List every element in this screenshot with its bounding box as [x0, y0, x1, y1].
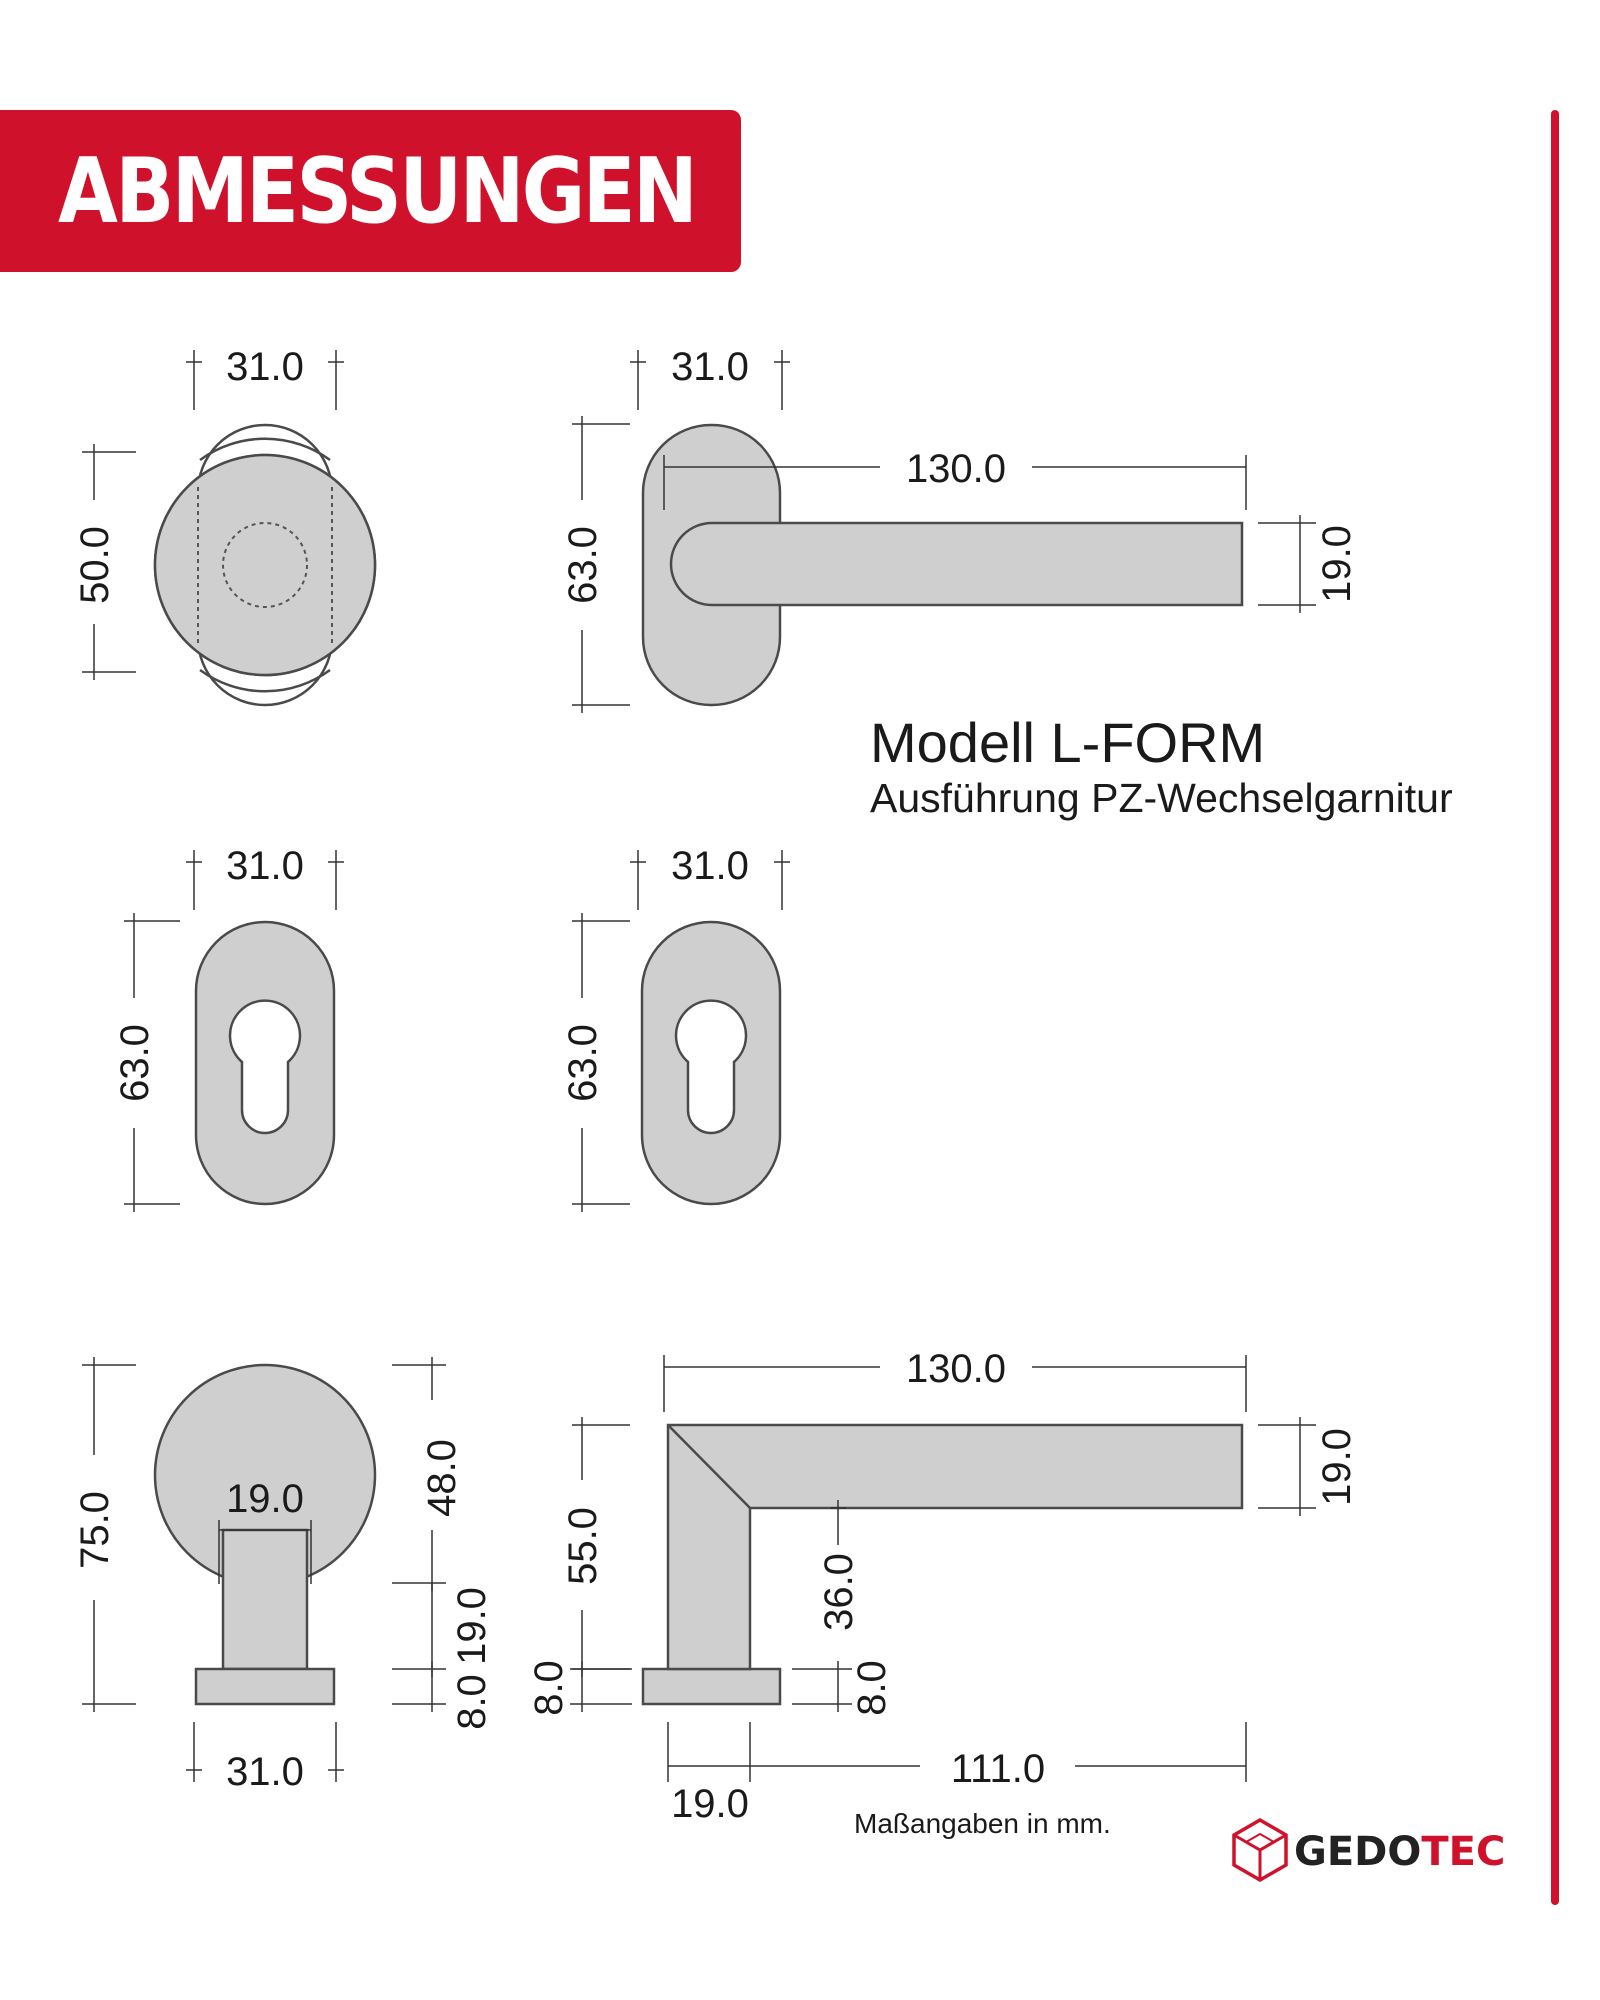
gedotec-logo	[1234, 1820, 1505, 1880]
dimension-lever-rose-height	[561, 416, 630, 713]
dim-label: 8.0	[527, 1660, 571, 1716]
dim-label: 55.0	[561, 1507, 605, 1585]
svg-text:GEDOTEC	[1294, 1829, 1505, 1875]
dim-label: 63.0	[561, 526, 605, 604]
page-title: ABMESSUNGEN	[58, 138, 696, 244]
dim-label: 8.0	[850, 1660, 894, 1716]
dim-label: 31.0	[671, 345, 749, 389]
knob-rosette-front-view	[155, 425, 375, 705]
logo-text-part2: TEC	[1421, 1829, 1506, 1875]
logo-text-part1: GEDO	[1294, 1829, 1422, 1875]
dimension-lever-side-offset	[817, 1500, 861, 1631]
dimension-side-base-width	[186, 1722, 344, 1794]
dim-label: 31.0	[226, 1750, 304, 1794]
dimension-side-total-height	[73, 1357, 136, 1712]
dimension-lever-side-base-left	[527, 1660, 632, 1716]
dimension-escutcheon-right-width	[630, 844, 790, 910]
dimension-side-neck-height	[392, 1583, 494, 1677]
dimension-lever-side-reach	[750, 1722, 1246, 1791]
lever-side-view	[643, 1425, 1242, 1704]
dim-label: 48.0	[420, 1439, 464, 1517]
dim-label: 31.0	[226, 844, 304, 888]
dimension-escutcheon-right-height	[561, 913, 630, 1212]
knob-side-view	[155, 1365, 375, 1704]
dim-label: 19.0	[1315, 1428, 1359, 1506]
dimension-rosette-width	[186, 345, 344, 410]
dim-label: 31.0	[226, 345, 304, 389]
dimension-lever-side-base-right	[792, 1660, 894, 1716]
dim-label: 19.0	[1315, 525, 1359, 603]
dim-label: 31.0	[671, 844, 749, 888]
model-variant: Ausführung PZ-Wechselgarnitur	[870, 775, 1453, 821]
dimension-lever-thickness	[1258, 515, 1359, 613]
dim-label: 8.0	[450, 1674, 494, 1730]
dim-label: 50.0	[73, 526, 117, 604]
units-note: Maßangaben in mm.	[854, 1808, 1111, 1839]
gedotec-cube-logo-icon	[1234, 1820, 1286, 1880]
dim-label: 111.0	[950, 1747, 1046, 1791]
dim-label: 19.0	[450, 1587, 494, 1665]
dimension-lever-rose-width	[630, 345, 790, 410]
model-name: Modell L-FORM	[870, 711, 1266, 774]
dimension-escutcheon-left-height	[113, 913, 180, 1212]
dimension-lever-side-height	[561, 1417, 630, 1677]
dim-label: 63.0	[113, 1024, 157, 1102]
dimension-lever-side-length	[664, 1347, 1246, 1412]
dimension-lever-side-neck-width	[668, 1722, 750, 1826]
dim-label: 130.0	[905, 1347, 1007, 1391]
escutcheon-left	[196, 922, 334, 1204]
dim-label: 75.0	[73, 1491, 117, 1569]
dim-label: 19.0	[226, 1477, 304, 1521]
dimension-escutcheon-left-width	[186, 844, 344, 910]
escutcheon-right	[642, 922, 780, 1204]
dim-label: 130.0	[905, 447, 1007, 491]
dimension-lever-side-thickness	[1258, 1417, 1359, 1516]
dim-label: 19.0	[671, 1782, 749, 1826]
dim-label: 36.0	[817, 1553, 861, 1631]
dimension-side-base-height	[392, 1661, 494, 1730]
dimension-rosette-height	[73, 444, 136, 680]
dim-label: 63.0	[561, 1024, 605, 1102]
dimension-side-top-height	[392, 1357, 464, 1591]
